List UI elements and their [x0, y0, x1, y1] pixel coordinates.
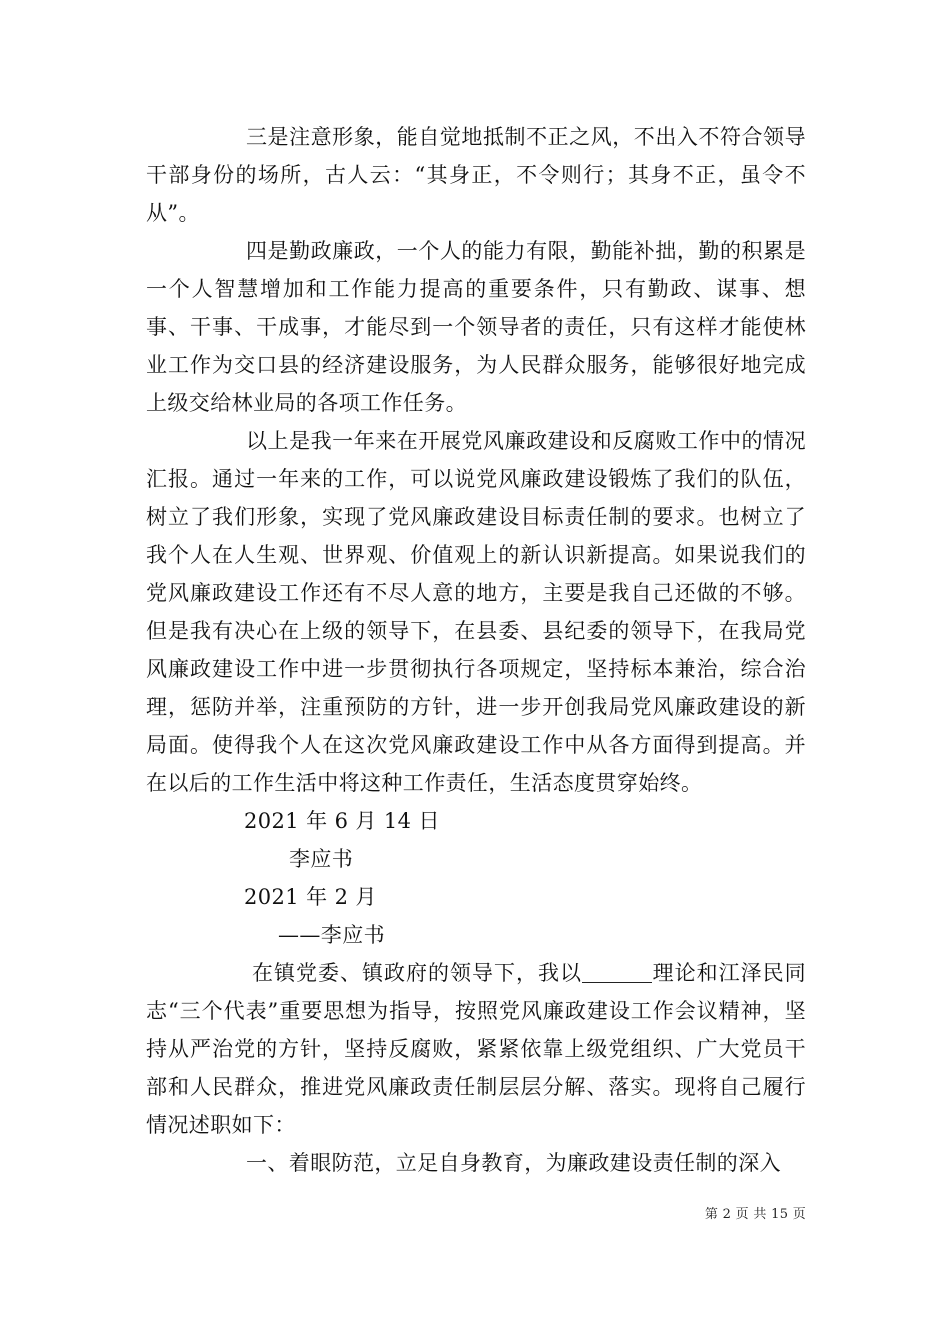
intro-text-before: 在镇党委、镇政府的领导下，我以	[252, 961, 582, 985]
signature-date-2: 2021 年 2 月	[244, 885, 377, 909]
paragraph-section-one: 一、着眼防范，立足自身教育，为廉政建设责任制的深入	[246, 1151, 781, 1175]
signature-date-1: 2021 年 6 月 14 日	[244, 809, 440, 833]
blank-fill-line	[582, 960, 652, 983]
signature-name-1: 李应书	[289, 847, 354, 871]
document-body	[146, 118, 806, 1182]
signature-name-2: ——李应书	[278, 923, 385, 947]
paragraph-image: 三是注意形象，能自觉地抵制不正之风，不出入不符合领导干部身份的场所，古人云：“其身正，不令则行；其身不正，虽令不从”。	[146, 125, 806, 225]
page-footer: 第 2 页 共 15 页	[704, 1207, 806, 1222]
paragraph-diligence: 四是勤政廉政，一个人的能力有限，勤能补拙，勤的积累是一个人智慧增加和工作能力提高的重要条件，只有勤政、谋事、想事、干事、干成事，才能尽到一个领导者的责任，只有这样才能使林业工作为交口县的经济建设服务，为人民群众服务，能够很好地完成上级交给林业局的各项工作任务。	[146, 239, 806, 415]
intro-text-after: 理论和江泽民同志“三个代表”重要思想为指导，按照党风廉政建设工作会议精神，坚持从严治党的方针，坚持反腐败，紧紧依靠上级党组织、广大党员干部和人民群众，推进党风廉政责任制层层分解、落实。现将自己履行情况述职如下：	[146, 961, 806, 1137]
paragraph-intro	[146, 954, 806, 1144]
paragraph-summary: 以上是我一年来在开展党风廉政建设和反腐败工作中的情况汇报。通过一年来的工作，可以说党风廉政建设锻炼了我们的队伍，树立了我们形象，实现了党风廉政建设目标责任制的要求。也树立了我个人在人生观、世界观、价值观上的新认识新提高。如果说我们的党风廉政建设工作还有不尽人意的地方，主要是我自己还做的不够。但是我有决心在上级的领导下，在县委、县纪委的领导下，在我局党风廉政建设工作中进一步贯彻执行各项规定，坚持标本兼治，综合治理，惩防并举，注重预防的方针，进一步开创我局党风廉政建设的新局面。使得我个人在这次党风廉政建设工作中从各方面得到提高。并在以后的工作生活中将这种工作责任，生活态度贯穿始终。	[146, 429, 806, 795]
